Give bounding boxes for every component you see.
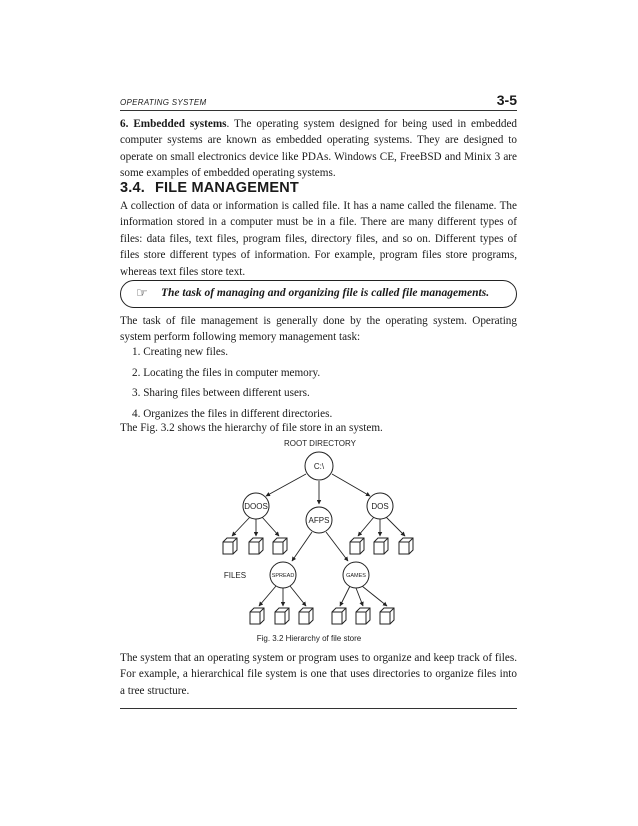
file-icon	[249, 538, 263, 554]
file-icon	[399, 538, 413, 554]
embedded-systems-paragraph	[120, 116, 517, 182]
file-icon	[332, 608, 346, 624]
section-title: FILE MANAGEMENT	[155, 180, 299, 196]
running-title: OPERATING SYSTEM	[120, 98, 207, 107]
root-node	[305, 452, 333, 480]
note-box	[120, 280, 517, 308]
note-text: The task of managing and organizing file is called file managements.	[161, 287, 490, 299]
directory-node-spread	[270, 562, 296, 588]
tasks-paragraph: The task of file management is generally done by the operating system. Operating system perform following memory management task:	[120, 315, 517, 344]
directory-node-afps	[306, 507, 332, 533]
footer-rule	[120, 708, 517, 709]
file-icon	[299, 608, 313, 624]
page-number: 3-5	[496, 92, 517, 108]
closing-paragraph: The system that an operating system or program uses to organize and keep track of files. For example, a hierarchical file system is one that uses directories to organize files into a tree structure.	[120, 652, 517, 697]
embedded-systems-lead: 6. Embedded systems	[120, 118, 227, 130]
file-icon	[273, 538, 287, 554]
list-item: 1. Creating new files.	[132, 346, 229, 358]
file-icon	[350, 538, 364, 554]
file-icon	[223, 538, 237, 554]
root-directory-label: ROOT DIRECTORY	[283, 439, 357, 448]
svg-text:DOOS: DOOS	[244, 502, 268, 511]
section-number: 3.4.	[120, 180, 145, 196]
file-icon	[374, 538, 388, 554]
section-heading	[120, 180, 299, 196]
directory-node-doos	[243, 493, 269, 519]
file-icon	[356, 608, 370, 624]
svg-text:C:\: C:\	[313, 462, 325, 471]
directory-node-games	[343, 562, 369, 588]
svg-text:DOS: DOS	[371, 502, 389, 511]
list-item: 2. Locating the files in computer memory.	[132, 366, 321, 379]
task-list	[132, 344, 332, 426]
svg-text:GAMES: GAMES	[346, 573, 366, 579]
list-item: 3. Sharing files between different users.	[132, 387, 310, 399]
embedded-systems-text: . The operating system designed for being used in embedded computer systems are known as embedded operating systems. They are designed to operate on small electronics device like PDAs. Windows CE, FreeBSD and Minix 3 are some examples of embedded operating systems.	[120, 118, 518, 180]
file-icon	[275, 608, 289, 624]
running-header	[120, 92, 517, 111]
file-icon	[380, 608, 394, 624]
file-hierarchy-diagram	[180, 436, 470, 646]
list-item: 4. Organizes the files in different directories.	[132, 407, 333, 420]
svg-text:SPREAD: SPREAD	[271, 573, 295, 579]
figure-intro: The Fig. 3.2 shows the hierarchy of file store in an system.	[120, 422, 383, 434]
directory-node-dos	[367, 493, 393, 519]
file-icon	[250, 608, 264, 624]
intro-paragraph: A collection of data or information is called file. It has a name called the filename. The information stored in a computer must be in a file. There are many different types of files: data files, text files, program files, directory files, and so on. Different types of files store different types of information. For example, program files store programs, whereas text files store text.	[120, 200, 517, 278]
svg-text:AFPS: AFPS	[308, 516, 330, 525]
files-label: FILES	[223, 571, 247, 580]
figure-caption: Fig. 3.2 Hierarchy of file store	[256, 634, 362, 643]
pointing-hand-icon: ☞	[136, 286, 148, 301]
